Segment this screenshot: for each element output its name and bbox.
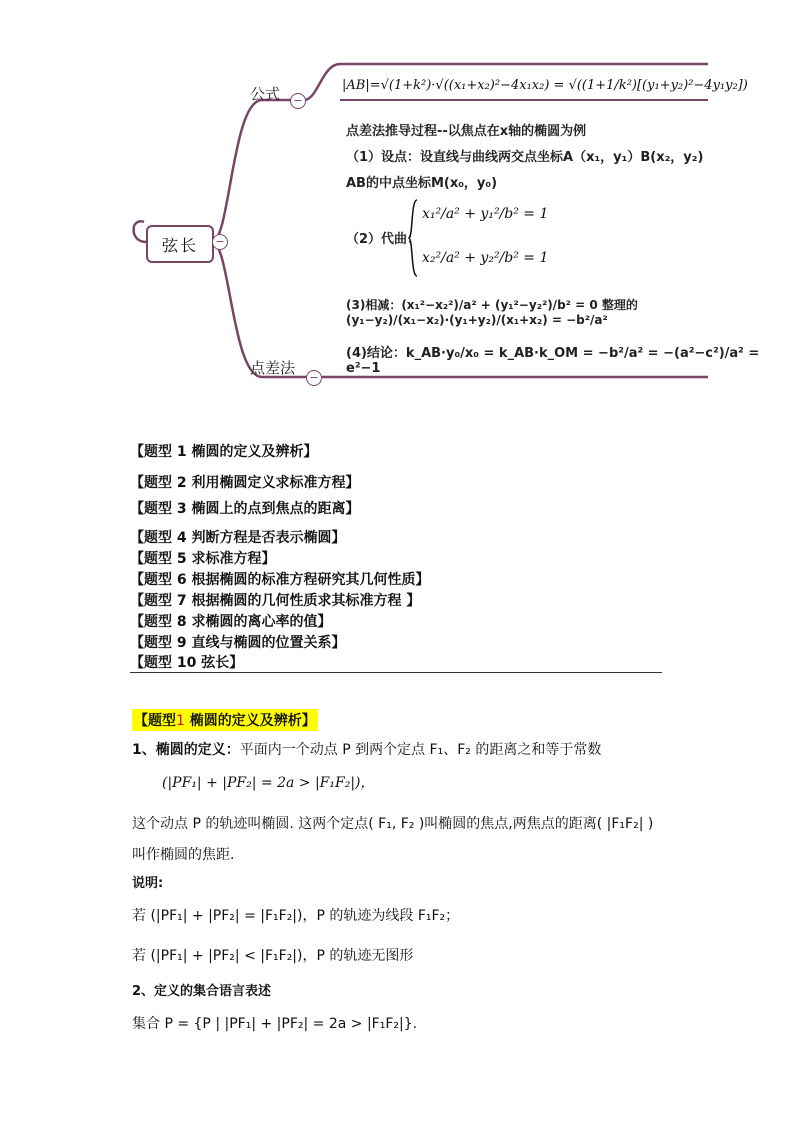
- toc-item[interactable]: 【题型 6 根据椭圆的标准方程研究其几何性质】: [130, 572, 430, 588]
- collapse-formula-icon[interactable]: −: [290, 93, 306, 109]
- note-label: 说明:: [132, 876, 164, 891]
- branch-formula-label: 公式: [250, 85, 281, 103]
- branch-point-label: 点差法: [250, 359, 296, 377]
- collapse-point-icon[interactable]: −: [306, 370, 322, 386]
- root-topic[interactable]: 弦长: [146, 225, 214, 263]
- step-1: （1）设点：设直线与曲线两交点坐标A（x₁，y₁）B(x₂，y₂): [346, 150, 704, 165]
- note-2: 若 (|PF₁| + |PF₂| < |F₁F₂|)，P 的轨迹无图形: [132, 948, 414, 964]
- chord-length-formula: |AB|=√(1+k²)·√((x₁+x₂)²−4x₁x₂) = √((1+1/k²)[(y₁+y₂)²−4y₁y₂]): [342, 78, 748, 93]
- step-2-eq2: x₂²/a² + y₂²/b² = 1: [422, 250, 549, 266]
- step-2-eq1: x₁²/a² + y₁²/b² = 1: [422, 206, 549, 222]
- mind-map: [0, 0, 794, 400]
- definition-locus: 这个动点 P 的轨迹叫椭圆. 这两个定点( F₁, F₂ )叫椭圆的焦点,两焦点的距离( |F₁F₂| ): [132, 816, 654, 832]
- step-4: (4)结论：k_AB·y₀/x₀ = k_AB·k_OM = −b²/a² = −(a²−c²)/a² = e²−1: [346, 346, 760, 376]
- set-title: 2、定义的集合语言表述: [132, 984, 272, 999]
- toc-item[interactable]: 【题型 10 弦长】: [130, 655, 244, 671]
- toc-item[interactable]: 【题型 8 求椭圆的离心率的值】: [130, 614, 332, 630]
- definition-line: 1、椭圆的定义：平面内一个动点 P 到两个定点 F₁、F₂ 的距离之和等于常数: [132, 742, 602, 758]
- step-1b: AB的中点坐标M(x₀，y₀): [346, 176, 498, 191]
- step-3: (3)相减：(x₁²−x₂²)/a² + (y₁²−y₂²)/b² = 0 整理的 (y₁−y₂)/(x₁−x₂)·(y₁+y₂)/(x₁+x₂) = −b²/a²: [346, 298, 638, 327]
- collapse-root-icon[interactable]: −: [212, 234, 228, 250]
- toc-item[interactable]: 【题型 2 利用椭圆定义求标准方程】: [130, 475, 360, 491]
- divider: [130, 672, 662, 673]
- definition-locus-2: 叫作椭圆的焦距.: [132, 847, 235, 863]
- point-method-title: 点差法推导过程--以焦点在x轴的椭圆为例: [346, 124, 587, 139]
- section-heading: 【题型1 椭圆的定义及辨析】: [132, 709, 318, 731]
- note-1: 若 (|PF₁| + |PF₂| = |F₁F₂|)，P 的轨迹为线段 F₁F₂；: [132, 908, 460, 924]
- toc-item[interactable]: 【题型 4 判断方程是否表示椭圆】: [130, 530, 346, 546]
- brace-icon: [408, 198, 418, 278]
- step-2-label: （2）代曲：: [346, 232, 421, 247]
- definition-formula: (|PF₁| + |PF₂| = 2a > |F₁F₂|)，: [162, 775, 375, 791]
- toc-item[interactable]: 【题型 3 椭圆上的点到焦点的距离】: [130, 501, 360, 517]
- toc-item[interactable]: 【题型 5 求标准方程】: [130, 551, 276, 567]
- toc-item[interactable]: 【题型 9 直线与椭圆的位置关系】: [130, 635, 346, 651]
- set-statement: 集合 P = {P | |PF₁| + |PF₂| = 2a > |F₁F₂|}.: [132, 1016, 418, 1032]
- mind-map-connectors: [0, 0, 794, 400]
- toc-item[interactable]: 【题型 1 椭圆的定义及辨析】: [130, 444, 318, 460]
- toc-item[interactable]: 【题型 7 根据椭圆的几何性质求其标准方程 】: [130, 593, 421, 609]
